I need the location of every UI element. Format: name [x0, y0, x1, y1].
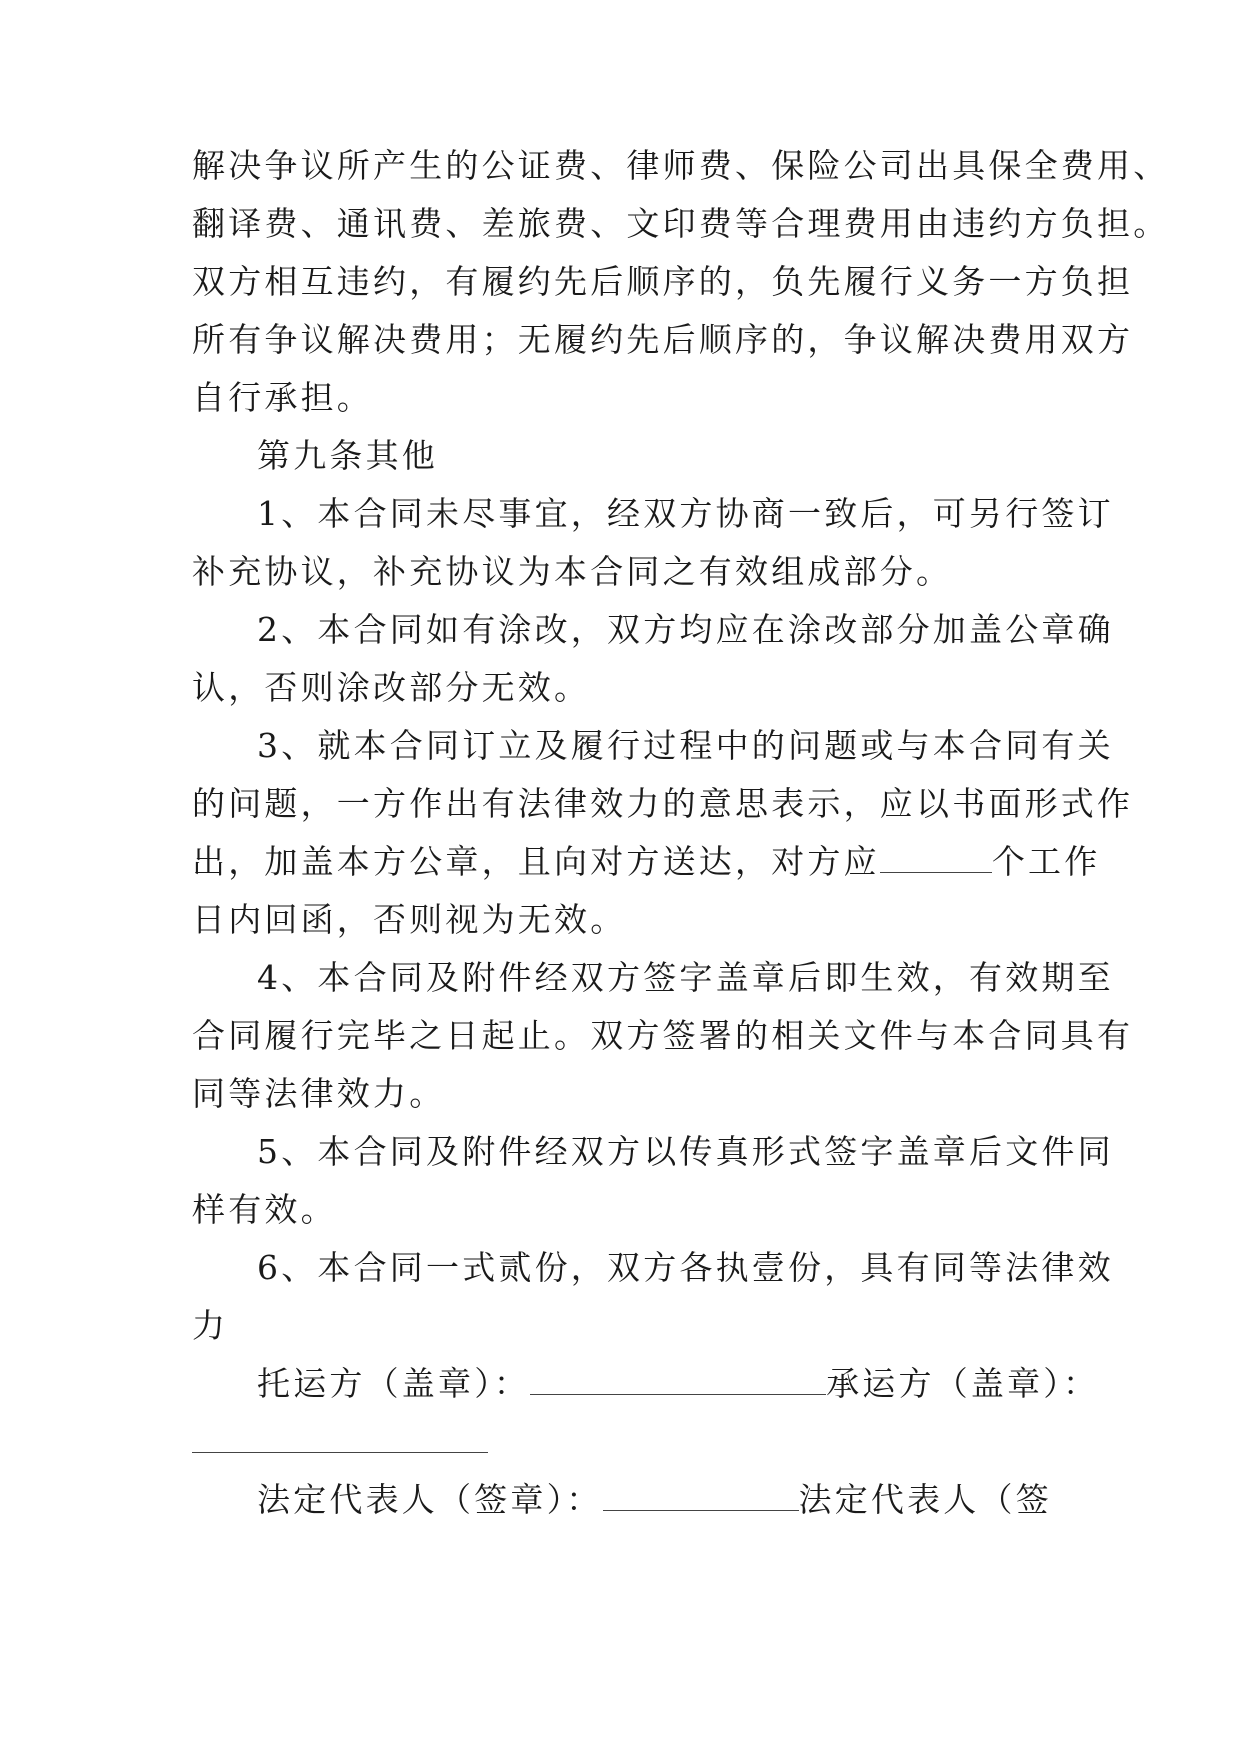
signature-row-seal [257, 1364, 1099, 1404]
text-line: 翻译费、通讯费、差旅费、文印费等合理费用由违约方负担。 [192, 204, 1170, 243]
clause-1-line: 1、本合同未尽事宜，经双方协商一致后，可另行签订 [257, 494, 1114, 533]
clause-5-line: 5、本合同及附件经双方以传真形式签字盖章后文件同 [257, 1132, 1114, 1171]
text-line: 所有争议解决费用；无履约先后顺序的，争议解决费用双方 [192, 320, 1134, 359]
carrier-seal-line [192, 1422, 488, 1462]
text-line: 双方相互违约，有履约先后顺序的，负先履行义务一方负担 [192, 262, 1134, 301]
clause-3-text: 个工作 [991, 842, 1101, 881]
carrier-seal-blank[interactable] [192, 1422, 488, 1453]
clause-5-line: 样有效。 [192, 1190, 337, 1229]
clause-1-line: 补充协议，补充协议为本合同之有效组成部分。 [192, 552, 953, 591]
text-line: 解决争议所产生的公证费、律师费、保险公司出具保全费用、 [192, 146, 1170, 185]
clause-6-line: 力 [192, 1306, 229, 1345]
clause-4-line: 4、本合同及附件经双方签字盖章后即生效，有效期至 [257, 958, 1114, 997]
clause-3-text: 出，加盖本方公章，且向对方送达，对方应 [192, 842, 880, 881]
text-line: 自行承担。 [192, 378, 373, 417]
shipper-seal-blank[interactable] [530, 1364, 826, 1395]
shipper-rep-label: 法定代表人（签章）： [257, 1480, 603, 1519]
clause-4-line: 合同履行完毕之日起止。双方签署的相关文件与本合同具有 [192, 1016, 1134, 1055]
article-9-title: 第九条其他 [257, 436, 438, 475]
carrier-rep-label: 法定代表人（签 [798, 1480, 1052, 1519]
clause-3-line: 的问题，一方作出有法律效力的意思表示，应以书面形式作 [192, 784, 1134, 823]
clause-2-line: 认，否则涂改部分无效。 [192, 668, 591, 707]
clause-6-line: 6、本合同一式贰份，双方各执壹份，具有同等法律效 [257, 1248, 1114, 1287]
shipper-seal-label: 托运方（盖章）： [257, 1364, 531, 1403]
clause-3-line [192, 842, 1100, 882]
carrier-seal-label: 承运方（盖章）： [826, 1364, 1100, 1403]
clause-2-line: 2、本合同如有涂改，双方均应在涂改部分加盖公章确 [257, 610, 1114, 649]
clause-3-line: 3、就本合同订立及履行过程中的问题或与本合同有关 [257, 726, 1114, 765]
clause-4-line: 同等法律效力。 [192, 1074, 446, 1113]
signature-row-representative [257, 1480, 1052, 1520]
days-blank[interactable] [880, 842, 992, 873]
clause-3-line: 日内回函，否则视为无效。 [192, 900, 627, 939]
shipper-rep-blank[interactable] [603, 1480, 799, 1511]
